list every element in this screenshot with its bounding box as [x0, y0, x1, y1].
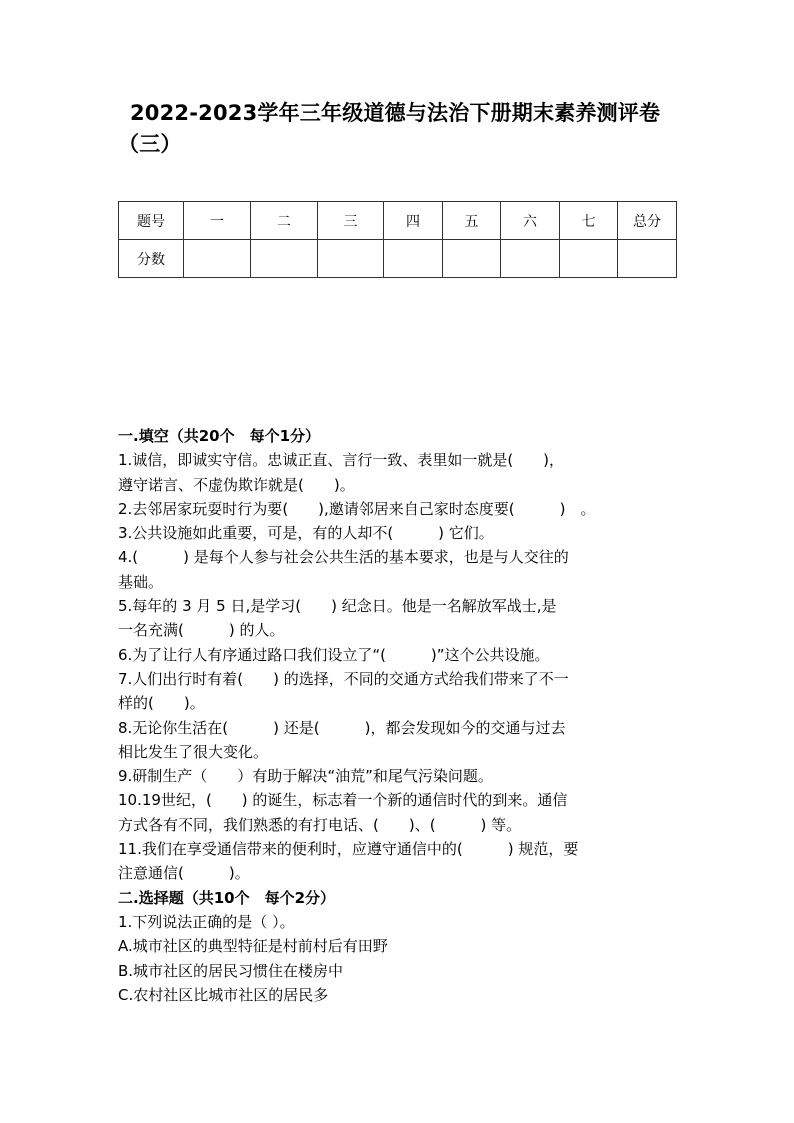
choice-option: A.城市社区的典型特征是村前村后有田野 [118, 937, 388, 956]
document-title: 2022-2023学年三年级道德与法治下册期末素养测评卷（三） [118, 101, 661, 156]
score-cell: 六 [501, 202, 560, 240]
question-line: 3.公共设施如此重要，可是，有的人却不( ) 它们。 [118, 524, 494, 543]
question-line: 方式各有不同，我们熟悉的有打电话、( )、( ) 等。 [118, 815, 522, 834]
question-line: 5.每年的 3 月 5 日,是学习( ) 纪念日。他是一名解放军战士,是 [118, 597, 557, 616]
score-cell: 二 [251, 202, 318, 240]
score-cell: 三 [318, 202, 384, 240]
question-line: 6.为了让行人有序通过路口我们设立了“( )”这个公共设施。 [118, 645, 550, 664]
question-line: 样的( )。 [118, 694, 205, 713]
score-cell: 五 [443, 202, 501, 240]
score-cell: 总分 [618, 202, 677, 240]
question-line: 9.研制生产（ ）有助于解决“油荒”和尾气污染问题。 [118, 767, 493, 786]
score-table-score-row [119, 240, 677, 278]
score-entry-cell [501, 240, 560, 278]
question-line: 4.( ) 是每个人参与社会公共生活的基本要求，也是与人交往的 [118, 548, 569, 567]
question-content [118, 424, 698, 1007]
score-entry-cell [618, 240, 677, 278]
question-line: 一名充满( ) 的人。 [118, 621, 285, 640]
score-entry-cell [384, 240, 443, 278]
question-line: 基础。 [118, 572, 164, 591]
score-entry-cell [443, 240, 501, 278]
question-line: 1.下列说法正确的是（ ）。 [118, 912, 295, 931]
question-line: 相比发生了很大变化。 [118, 742, 269, 761]
question-line: 2.去邻居家玩耍时行为要( ),邀请邻居来自己家时态度要( ) 。 [118, 499, 596, 518]
question-line: 遵守诺言、不虚伪欺诈就是( )。 [118, 475, 355, 494]
score-cell: 四 [384, 202, 443, 240]
score-cell: 题号 [119, 202, 184, 240]
question-line: 10.19世纪，( ) 的诞生，标志着一个新的通信时代的到来。通信 [118, 791, 568, 810]
score-cell: 一 [184, 202, 251, 240]
score-cell: 七 [560, 202, 618, 240]
question-line: 注意通信( )。 [118, 864, 250, 883]
question-line: 11.我们在享受通信带来的便利时，应遵守通信中的( ) 规范，要 [118, 840, 579, 859]
score-row-label: 分数 [119, 240, 184, 278]
question-line: 8.无论你生活在( ) 还是( )，都会发现如今的交通与过去 [118, 718, 566, 737]
score-entry-cell [251, 240, 318, 278]
question-line: 1.诚信，即诚实守信。忠诚正直、言行一致、表里如一就是( )， [118, 451, 565, 470]
question-line: 7.人们出行时有着( ) 的选择，不同的交通方式给我们带来了不一 [118, 669, 569, 688]
score-entry-cell [560, 240, 618, 278]
section-heading-choice: 二.选择题（共10个 每个2分） [118, 888, 336, 907]
score-entry-cell [318, 240, 384, 278]
score-entry-cell [184, 240, 251, 278]
score-table [118, 201, 677, 278]
score-table-header-row [119, 202, 677, 240]
section-heading-fill-blank: 一.填空（共20个 每个1分） [118, 427, 321, 445]
choice-option: B.城市社区的居民习惯住在楼房中 [118, 961, 344, 980]
choice-option: C.农村社区比城市社区的居民多 [118, 985, 329, 1004]
